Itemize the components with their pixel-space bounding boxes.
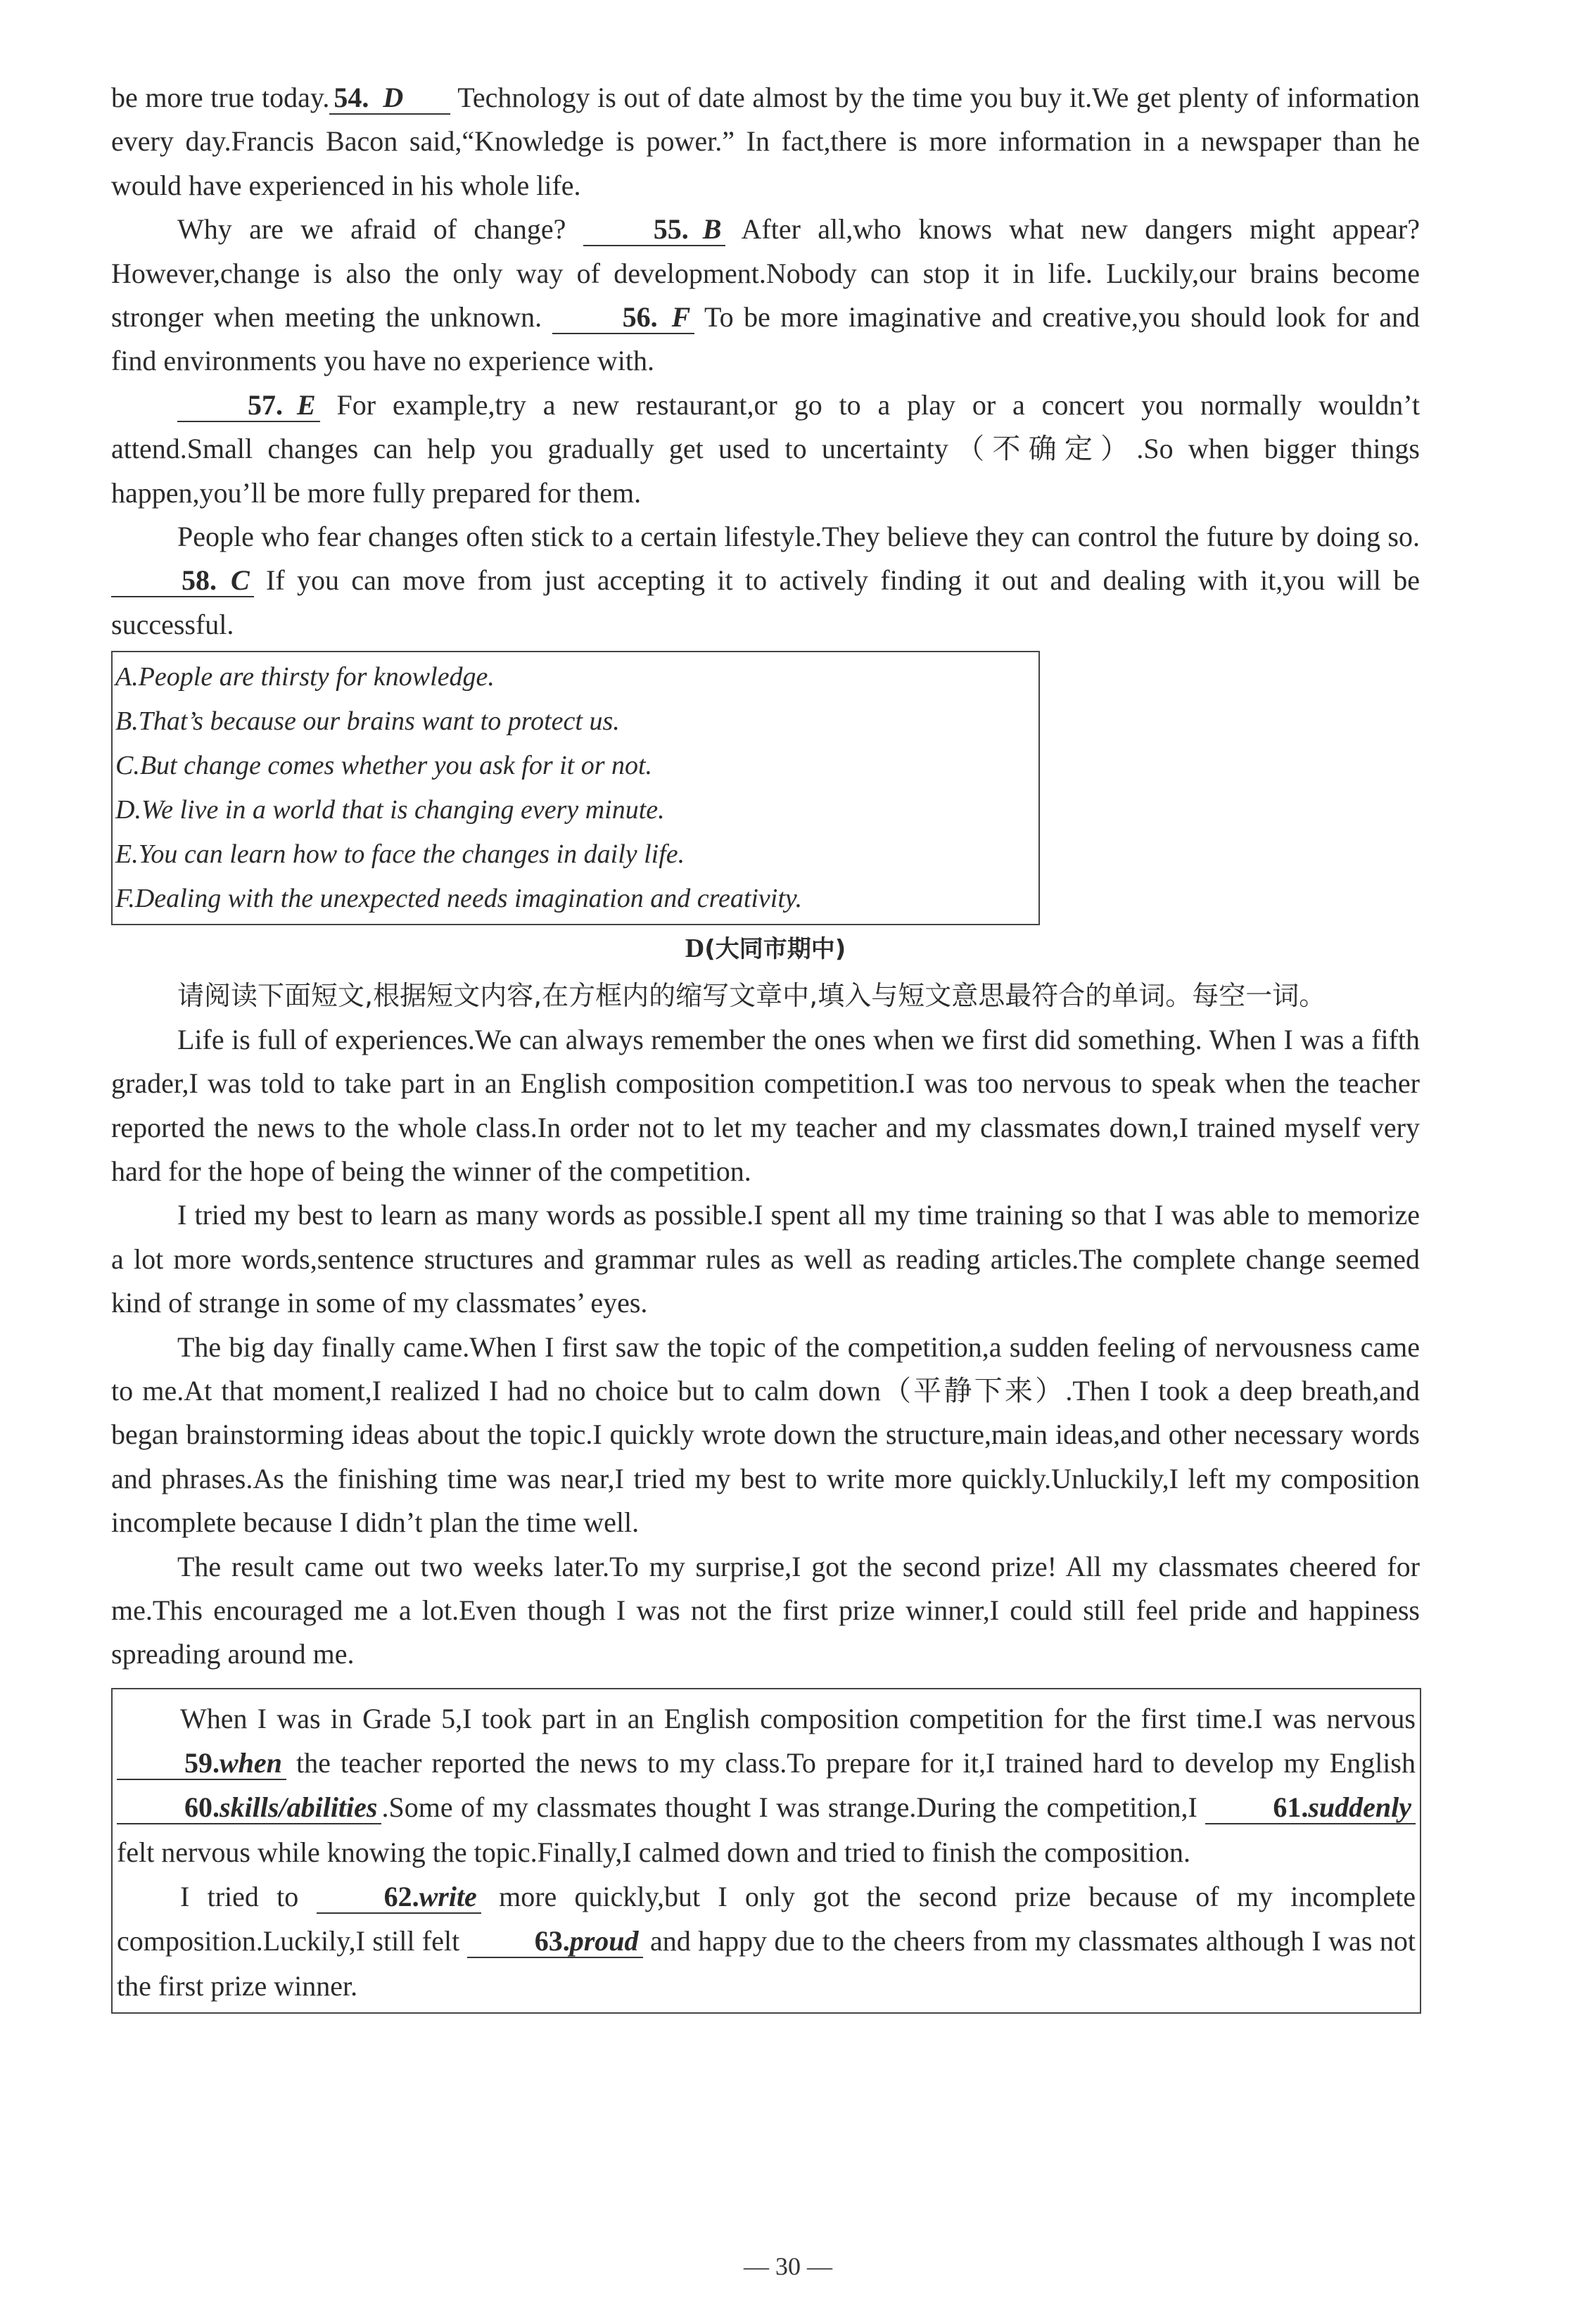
text: Technology is out of date almost by the time you buy it.We get plenty of information every day.Francis Bacon said,“Knowledge is power.” In fact,there is more information in a newspaper than he would have experienced in his whole life. [111, 82, 1420, 201]
text: .Some of my classmates thought I was strange.During the competition,I [381, 1791, 1206, 1824]
text: If you can move from just accepting it to actively finding it out and dealing with it,you will be successful. [111, 564, 1420, 640]
answer: C [231, 564, 250, 597]
blank-60 [117, 1792, 381, 1824]
passage-c-paragraph-1 [111, 76, 1420, 208]
passage-c-paragraph-3 [111, 383, 1420, 515]
question-number: 62. [383, 1880, 419, 1912]
blank-59 [117, 1748, 286, 1780]
section-d-title [111, 927, 1420, 971]
summary-box [111, 1688, 1421, 2014]
answer: write [419, 1880, 477, 1912]
summary-paragraph-2 [117, 1874, 1416, 2008]
text: After all,who knows what new dangers might appear? However,change is also the only way of development.Nobody can stop it in life. Luckily,our brains become stronger when meeting the unknown. [111, 213, 1420, 334]
answer: skills/abilities [220, 1791, 378, 1824]
blank-54 [329, 82, 450, 115]
blank-58 [111, 565, 254, 597]
passage-d-paragraph-3: The big day finally came.When I first saw the topic of the competition,a sudden feeling of nervousness came to me.At that moment,I realized I had no choice but to calm down（平静下来）.Then I took a deep breath,and began brainstorming ideas about the topic.I quickly wrote down the structure,main ideas,and other necessary words and phrases.As the finishing time was near,I tried my best to write more quickly.Unluckily,I left my composition incomplete because I didn’t plan the time well. [111, 1331, 1420, 1539]
answer: D [383, 82, 404, 113]
text: more quickly,but I only got the second prize because of my incomplete composition.Luckily,I still felt [117, 1880, 1416, 1957]
text: When I was in Grade 5,I took part in an English composition competition for the first time.I was nervous [180, 1702, 1416, 1734]
question-number: 59. [184, 1747, 220, 1779]
option-a: A.People are thirsty for knowledge. [115, 662, 495, 692]
passage-c-paragraph-4 [111, 515, 1420, 647]
answer: F [671, 301, 691, 334]
blank-61 [1205, 1792, 1416, 1824]
answer: when [220, 1747, 282, 1779]
text: For example,try a new restaurant,or go to a play or a concert you normally wouldn’t attend.Small changes can help you gradually get used to uncertainty（不确定）.So when bigger things happen,you’ll be more fully prepared for them. [111, 388, 1420, 509]
options-box [111, 651, 1040, 925]
passage-d-paragraph-4: The result came out two weeks later.To my surprise,I got the second prize! All my classmates cheered for me.This encouraged me a lot.Even though I was not the first prize winner,I could still feel pride and happiness spreading around me. [111, 1550, 1420, 1670]
passage-d-paragraph-2: I tried my best to learn as many words as possible.I spent all my time training so that I was able to memorize a lot more words,sentence structures and grammar rules as well as reading articles.The complete change seemed kind of strange in some of my classmates’ eyes. [111, 1199, 1420, 1319]
passage-c-paragraph-2 [111, 208, 1420, 383]
question-number: 55. [653, 213, 689, 246]
text: felt nervous while knowing the topic.Finally,I calmed down and tried to finish the composition. [117, 1836, 1191, 1868]
question-number: 57. [248, 388, 283, 421]
option-c: C.But change comes whether you ask for it or not. [115, 751, 653, 781]
option-f: F.Dealing with the unexpected needs imagination and creativity. [115, 884, 803, 914]
option-b: B.That’s because our brains want to protect us. [115, 706, 620, 737]
text: and happy due to the cheers from my classmates although I was not the first prize winner. [117, 1925, 1416, 2002]
question-number: 54. [333, 82, 369, 113]
question-number: 63. [534, 1925, 570, 1957]
text: the teacher reported the news to my class.To prepare for it,I trained hard to develop my English [286, 1747, 1416, 1779]
answer: B [702, 213, 722, 246]
text: Why are we afraid of change? [177, 213, 583, 246]
question-number: 61. [1273, 1791, 1309, 1824]
summary-paragraph-1 [117, 1696, 1416, 1874]
answer: suddenly [1308, 1791, 1411, 1824]
text: I tried to [180, 1880, 317, 1912]
answer: E [297, 388, 316, 421]
text: To be more imaginative and creative,you should look for and find environments you have no experience with. [111, 301, 1420, 377]
option-d: D.We live in a world that is changing every minute. [115, 795, 665, 825]
blank-57 [177, 390, 320, 422]
blank-62 [317, 1881, 481, 1914]
question-number: 60. [184, 1791, 220, 1824]
text: be more true today. [111, 82, 330, 113]
blank-63 [467, 1926, 643, 1958]
question-number: 56. [622, 301, 658, 334]
section-source: (大同市期中) [704, 935, 846, 964]
content [111, 76, 1420, 2014]
page-number: — 30 — [744, 2252, 832, 2280]
question-number: 58. [182, 564, 217, 597]
blank-55 [583, 214, 726, 246]
text: People who fear changes often stick to a certain lifestyle.They believe they can control the future by doing so. [177, 521, 1420, 553]
passage-d-paragraph-1: Life is full of experiences.We can always remember the ones when we first did something. When I was a fifth grader,I was told to take part in an English composition competition.I was too nervous to speak when the teacher reported the news to the whole class.In order not to let my teacher and my classmates down,I trained myself very hard for the hope of being the winner of the competition. [111, 1023, 1420, 1187]
section-letter: D [685, 934, 705, 964]
option-e: E.You can learn how to face the changes in daily life. [115, 839, 685, 870]
answer: proud [569, 1925, 639, 1957]
instructions: 请阅读下面短文,根据短文内容,在方框内的缩写文章中,填入与短文意思最符合的单词。每空一词。 [177, 980, 1326, 1012]
blank-56 [552, 302, 695, 334]
